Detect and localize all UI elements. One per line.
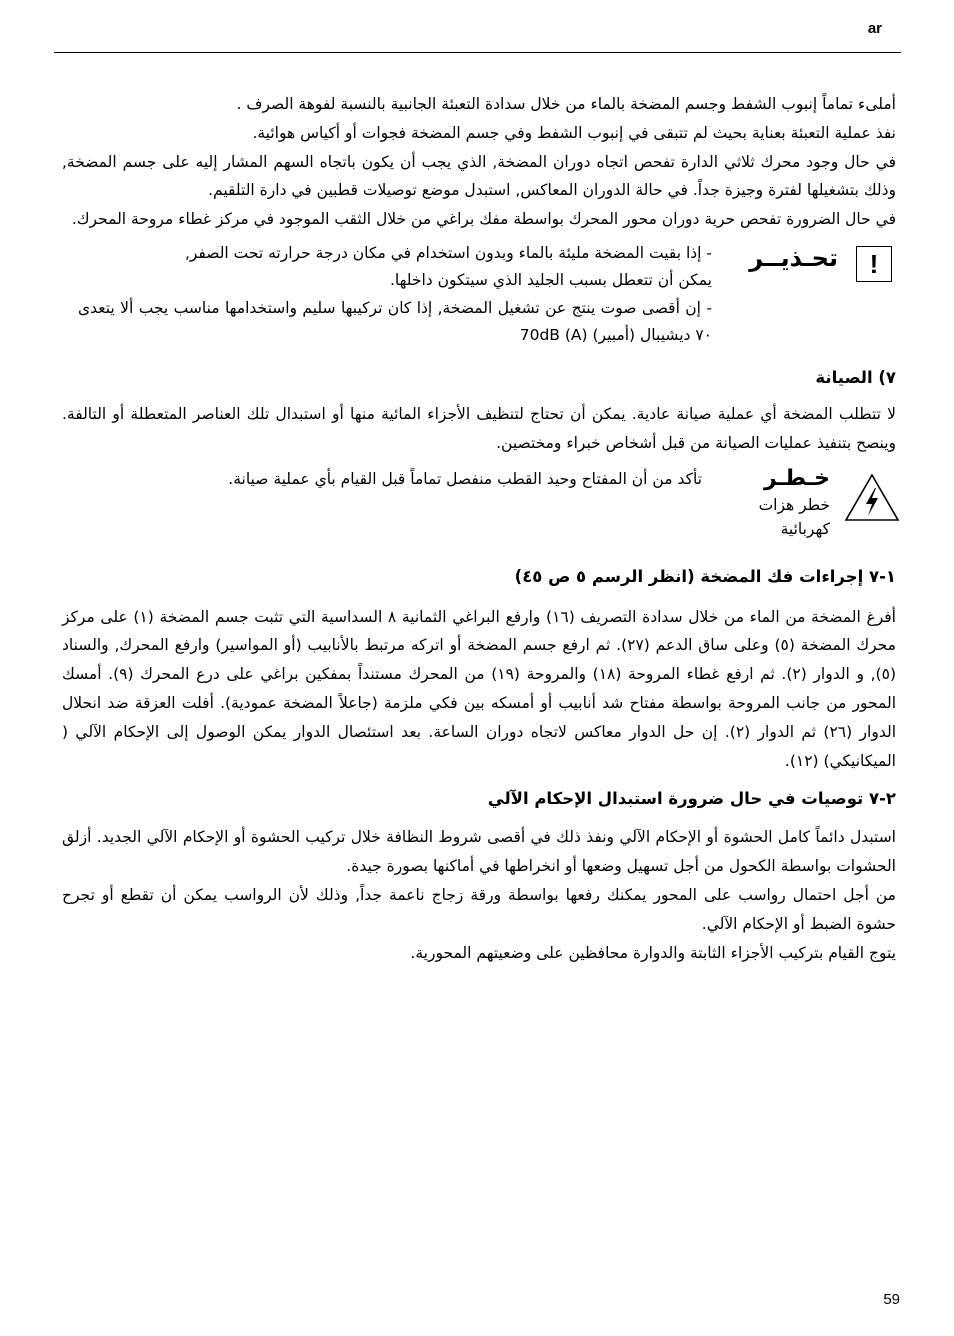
page-content (62, 90, 896, 967)
intro-paragraph: في حال وجود محرك ثلاثي الدارة تفحص اتجاه دوران المضخة, الذي يجب أن يكون باتجاه السهم المشار إليه على جسم المضخة, وذلك بتشغيلها لفترة وجيزة جداً. في حالة الدوران المعاكس, استبدل موضع توصيلات قطبين في دارة التلقيم. (62, 152, 896, 200)
danger-icon (842, 470, 902, 526)
warning-icon (856, 246, 892, 282)
section-7-1-paragraph: أفرغ المضخة من الماء من خلال سدادة التصريف (١٦) وارفع البراغي الثمانية ٨ السداسية التي تثبت جسم المضخة (١) على مركز محرك المضخة (٥) وعلى ساق الدعم (٢٧). ثم ارفع جسم المضخة أو اتركه مرتبط بالأنابيب (أو المواسير) وارفع المحرك, والسناد (٥), و الدوار (٢). ثم ارفع غطاء المروحة (١٨) والمروحة (١٩) من المحرك مستنداً بمفكين براغي على درع المحرك (٩). أمسك المحور من جانب المروحة بواسطة مفتاح شد أنابيب أو أمسكه بين فكي ملزمة (جاعلاً المضخة عمودية). أفلت العزقة ضد انحلال الدوار (٢٦) ثم الدوار (٢). إن حل الدوار معاكس لاتجاه دوران الساعة. بعد استئصال الدوار يمكن الوصول إلى الإحكام الآلي ( الميكانيكي) (١٢). (62, 607, 896, 770)
warning-item: يمكن أن تتعطل بسبب الجليد الذي سيتكون داخلها. (389, 271, 712, 290)
warning-item: - إذا بقيت المضخة مليئة بالماء وبدون استخدام في مكان درجة حرارته تحت الصفر, (184, 243, 712, 262)
section-7-paragraph: لا تتطلب المضخة أي عملية صيانة عادية. يمكن أن تحتاج لتنظيف الأجزاء المائية منها أو استبدال تلك العناصر المتعطلة أو التالفة. وينصح بتنفيذ عمليات الصيانة من قبل أشخاص خبراء ومختصين. (62, 404, 896, 452)
warning-item: - إن أقصى صوت ينتج عن تشغيل المضخة, إذا كان تركيبها سليم واستخدامها مناسب يجب ألا يتعدى ٧٠ ديشيبال (أمبير) 70dB (A) (78, 298, 712, 345)
section-7-2-paragraph: استبدل دائماً كامل الحشوة أو الإحكام الآلي ونفذ ذلك في أقصى شروط النظافة خلال تركيب الحشوة أو الإحكام الآلي الجديد. أزلق الحشوات بواسطة الكحول من أجل تسهيل وضعها أو انخراطها في أماكنها بصورة جيدة. (62, 828, 896, 876)
warning-block (62, 240, 896, 350)
section-7-2-paragraph: من أجل احتمال رواسب على المحور يمكنك رفعها بواسطة ورقة زجاج ناعمة جداً, وذلك لأن الرواسب يمكن أن تقطع أو تجرح حشوة الضبط أو الإحكام الآلي. (62, 885, 896, 933)
language-code: ar (867, 20, 882, 37)
section-7-2-paragraph: يتوج القيام بتركيب الأجزاء الثابتة والدوارة محافظين على وضعيتهم المحورية. (410, 943, 896, 962)
section-7-1-title: ١-٧ إجراءات فك المضخة (انظر الرسم ٥ ص ٤٥) (514, 566, 896, 586)
section-7-2-body (62, 823, 896, 967)
intro-section (62, 90, 896, 234)
electric-hazard-icon (842, 470, 902, 526)
danger-label: خـطـر (763, 465, 830, 491)
exclamation-icon: ! (869, 248, 879, 279)
intro-paragraph: نفذ عملية التعبئة بعناية بحيث لم تتبقى في إنبوب الشفط وفي جسم المضخة فجوات أو أكياس هوائية. (252, 123, 896, 142)
section-7-title: ٧) الصيانة (815, 367, 896, 387)
danger-sublabel: خطر هزات كهربائية (758, 495, 830, 538)
warning-label: تحـذيــر (749, 243, 838, 272)
intro-paragraph: في حال الضرورة تفحص حرية دوران محور المحرك بواسطة مفك براغي من خلال الثقب الموجود في مركز غطاء مروحة المحرك. (71, 210, 896, 229)
intro-paragraph: أملىء تماماً إنبوب الشفط وجسم المضخة بالماء من خلال سدادة التعبئة الجانبية بالنسبة لفوهة الصرف . (236, 95, 896, 113)
page-number: 59 (883, 1291, 900, 1308)
danger-text: تأكد من أن المفتاح وحيد القطب منفصل تماماً قبل القيام بأي عملية صيانة. (228, 469, 702, 488)
header-divider (54, 52, 901, 53)
danger-block (62, 466, 896, 541)
section-7-2-title: ٢-٧ توصيات في حال ضرورة استبدال الإحكام الآلي (487, 789, 896, 809)
